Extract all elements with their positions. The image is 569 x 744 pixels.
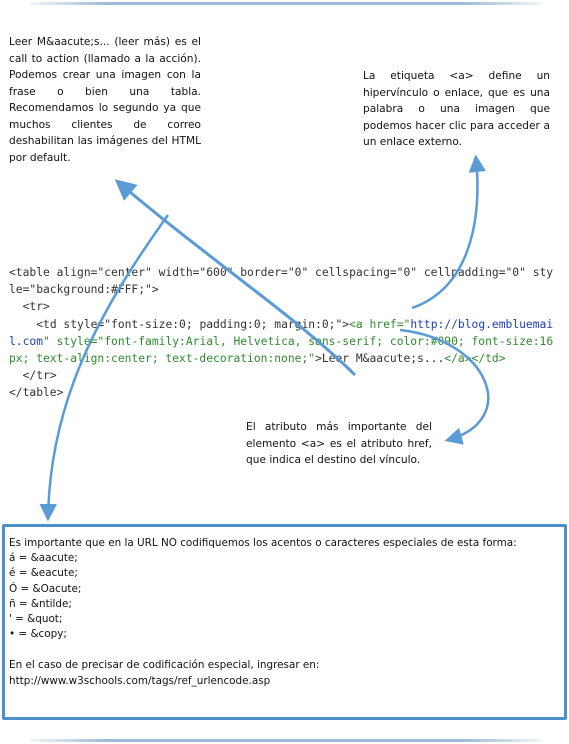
box-line-quot: ' = &quot;	[9, 613, 63, 626]
box-line-copy: • = &copy;	[9, 628, 67, 641]
box-footer: En el caso de precisar de codificación especial, ingresar en: http://www.w3schools.com/tags/ref_urlencode.asp	[9, 659, 320, 687]
code-link-text: >Leer M&aacute;s...	[315, 352, 445, 366]
code-a-href-open: <a href="	[349, 317, 411, 331]
box-intro: Es importante que en la URL NO codifiquemos los acentos o caracteres especiales de esta forma:	[9, 537, 517, 549]
code-line-table-close: </table>	[9, 386, 64, 400]
box-line-aacute: á = &aacute;	[9, 552, 78, 565]
code-line-tr-close: </tr>	[9, 369, 57, 383]
code-td-open: <td style="font-size:0; padding:0; margin:0;">	[9, 317, 350, 331]
html-code-block	[9, 264, 554, 402]
code-a-style-attr: style="font-family:Arial, Helvetica, sans-serif; color:#090; font-size:16px; text-align:center; text-decoration:none;"	[9, 334, 554, 366]
note-anchor-tag: La etiqueta <a> define un hipervínculo o enlace, que es una palabra o una imagen que podemos hacer clic para acceder a un enlace externo.	[363, 70, 550, 148]
bottom-divider	[30, 739, 542, 742]
box-line-oacute: Ó = &Oacute;	[9, 582, 82, 595]
encoding-info-box	[2, 524, 567, 720]
code-a-close: </a>	[444, 352, 472, 366]
note-href-attribute: El atributo más importante del elemento <a> es el atributo href, que indica el destino del vínculo.	[246, 421, 432, 466]
code-line-table-open: <table align="center" width="600" border="0" cellspacing="0" cellpadding="0" style="background:#FFF;">	[9, 266, 554, 297]
note-call-to-action: Leer M&aacute;s... (leer más) es el call to action (llamado a la acción). Podemos crear una imagen con la frase o bien una tabla. Recomendamos lo segundo ya que muchos clientes de correo deshabilitan las imágenes del HTML por default.	[9, 36, 201, 164]
code-href-url: http://blog.embluemail.com	[9, 317, 554, 348]
code-href-close-quote: "	[43, 334, 57, 348]
code-line-tr-open: <tr>	[9, 300, 50, 314]
box-line-eacute: é = &eacute;	[9, 567, 78, 580]
box-line-ntilde: ñ = &ntilde;	[9, 597, 72, 610]
top-divider	[30, 2, 542, 5]
code-td-close: </td>	[471, 352, 506, 366]
